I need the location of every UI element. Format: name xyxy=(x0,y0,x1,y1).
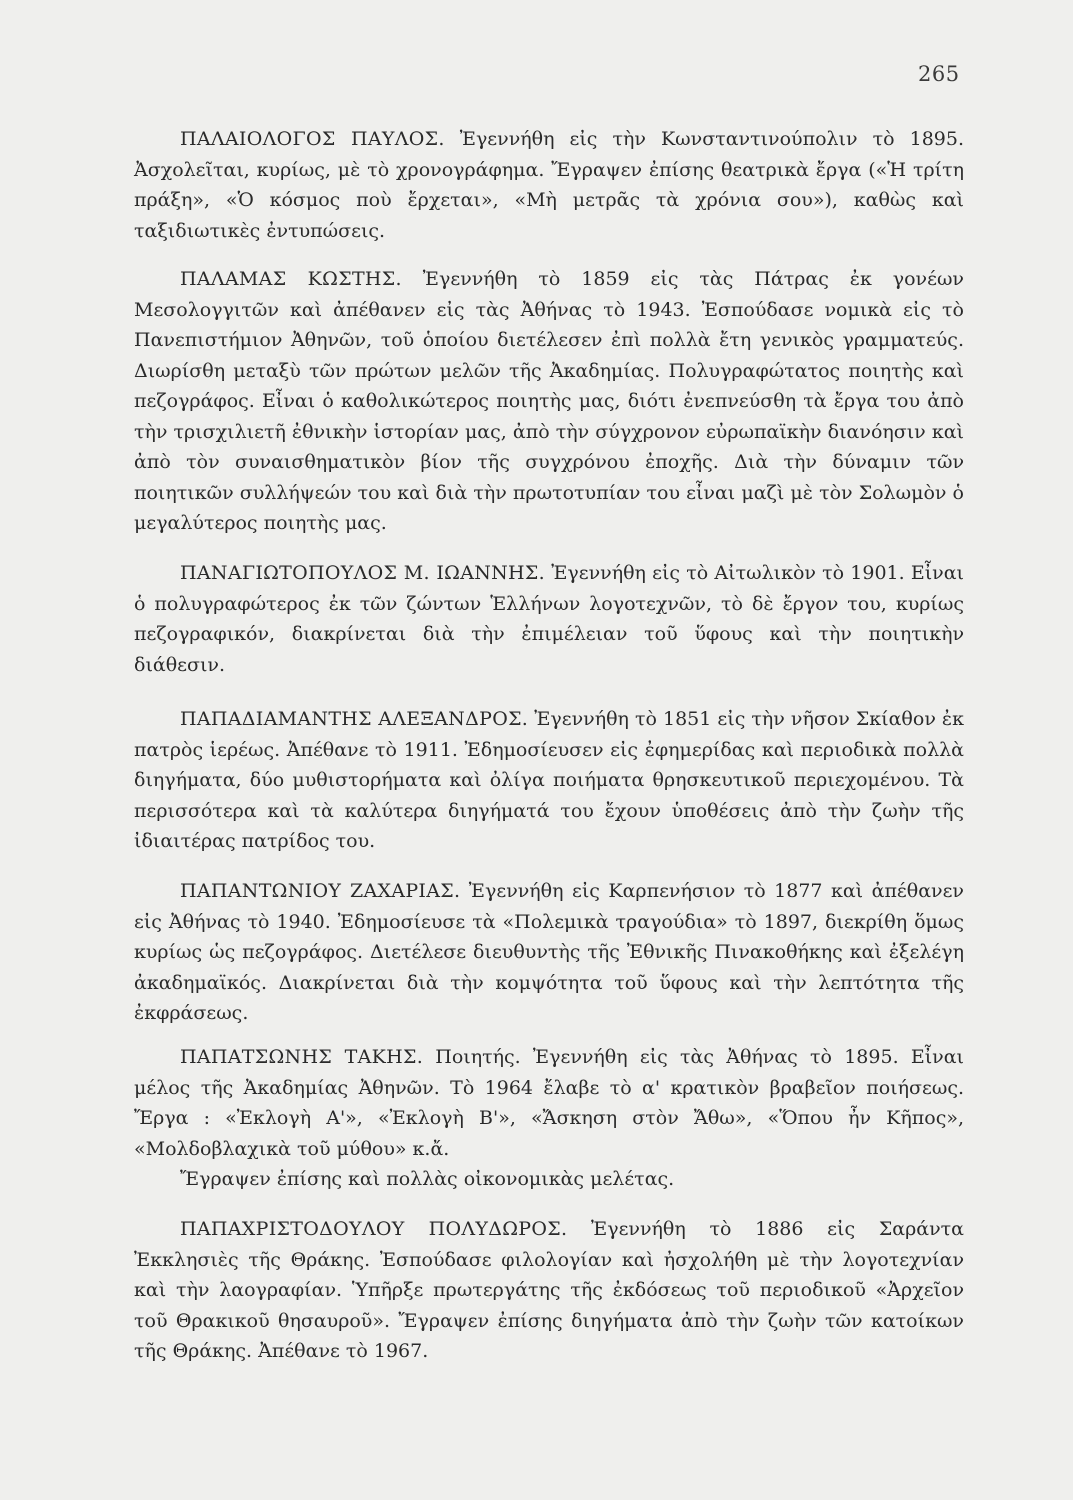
entry-panagiotopoulos xyxy=(134,558,964,680)
entry-paragraph xyxy=(134,704,964,857)
entry-papachristodoulou xyxy=(134,1214,964,1367)
entry-paragraph xyxy=(134,1214,964,1367)
entry-palaiologos xyxy=(134,124,964,246)
entry-paragraph xyxy=(134,124,964,246)
entry-name: ΠΑΠΑΔΙΑΜΑΝΤΗΣ ΑΛΕΞΑΝΔΡΟΣ. xyxy=(180,708,529,730)
entry-text: Ἐγεννήθη τὸ 1886 εἰς Σαράντα Ἐκκλησιὲς τῆς Θράκης. Ἐσπούδασε φιλολογίαν καὶ ἠσχολήθη μὲ τὴν λογοτεχνίαν καὶ τὴν λαογραφίαν. Ὑπῆρξε πρωτεργάτης τῆς ἐκδόσεως τοῦ περιοδικοῦ «Ἀρχεῖον τοῦ Θρακικοῦ θησαυροῦ». Ἔγραψεν ἐπίσης διηγήματα ἀπὸ τὴν ζωὴν τῶν κατοίκων τῆς Θράκης. Ἀπέθανε τὸ 1967. xyxy=(134,1218,964,1362)
entry-paragraph xyxy=(134,264,964,539)
entry-palamas xyxy=(134,264,964,539)
entry-name: ΠΑΠΑΧΡΙΣΤΟΔΟΥΛΟΥ ΠΟΛΥΔΩΡΟΣ. xyxy=(180,1218,568,1240)
entry-text: Ποιητής. Ἐγεννήθη εἰς τὰς Ἀθήνας τὸ 1895. Εἶναι μέλος τῆς Ἀκαδημίας Ἀθηνῶν. Τὸ 1964 ἔλαβε τὸ α' κρατικὸν βραβεῖον ποιήσεως. Ἔργα : «Ἐκλογὴ Α'», «Ἐκλογὴ Β'», «Ἄσκηση στὸν Ἄθω», «Ὅπου ἦν Κῆπος», «Μολδοβλαχικὰ τοῦ μύθου» κ.ἄ. xyxy=(134,1046,964,1160)
entry-papatsonis xyxy=(134,1042,964,1195)
entry-name: ΠΑΝΑΓΙΩΤΟΠΟΥΛΟΣ Μ. ΙΩΑΝΝΗΣ. xyxy=(180,562,546,584)
entry-text: Ἐγεννήθη εἰς τὴν Κωνσταντινούπολιν τὸ 1895. Ἀσχολεῖται, κυρίως, μὲ τὸ χρονογράφημα. Ἔγραψεν ἐπίσης θεατρικὰ ἔργα («Ἡ τρίτη πράξη», «Ὁ κόσμος ποὺ ἔρχεται», «Μὴ μετρᾶς τὰ χρόνια σου»), καθὼς καὶ ταξιδιωτικὲς ἐντυπώσεις. xyxy=(134,128,965,242)
entry-text: Ἐγεννήθη τὸ 1851 εἰς τὴν νῆσον Σκίαθον ἐκ πατρὸς ἱερέως. Ἀπέθανε τὸ 1911. Ἐδημοσίευσεν εἰς ἐφημερίδας καὶ περιοδικὰ πολλὰ διηγήματα, δύο μυθιστορήματα καὶ ὀλίγα ποιήματα θρησκευτικοῦ περιεχομένου. Τὰ περισσότερα καὶ τὰ καλύτερα διηγήματά του ἔχουν ὑποθέσεις ἀπὸ τὴν ζωὴν τῆς ἰδιαιτέρας πατρίδος του. xyxy=(134,708,964,852)
entry-name: ΠΑΠΑΤΣΩΝΗΣ ΤΑΚΗΣ. xyxy=(180,1046,424,1068)
page-number: 265 xyxy=(918,62,960,86)
entry-text: Ἐγεννήθη εἰς τὸ Αἰτωλικὸν τὸ 1901. Εἶναι ὁ πολυγραφώτερος ἐκ τῶν ζώντων Ἑλλήνων λογοτεχνῶν, τὸ δὲ ἔργον του, κυρίως πεζογραφικόν, διακρίνεται διὰ τὴν ἐπιμέλειαν τοῦ ὕφους καὶ τὴν ποιητικὴν διάθεσιν. xyxy=(134,562,965,676)
entry-name: ΠΑΠΑΝΤΩΝΙΟΥ ΖΑΧΑΡΙΑΣ. xyxy=(180,880,461,902)
entry-name: ΠΑΛΑΙΟΛΟΓΟΣ ΠΑΥΛΟΣ. xyxy=(180,128,445,150)
entry-text: Ἐγεννήθη εἰς Καρπενήσιον τὸ 1877 καὶ ἀπέθανεν εἰς Ἀθήνας τὸ 1940. Ἐδημοσίευσε τὰ «Πολεμικὰ τραγούδια» τὸ 1897, διεκρίθη ὅμως κυρίως ὡς πεζογράφος. Διετέλεσε διευθυντὴς τῆς Ἐθνικῆς Πινακοθήκης καὶ ἐξελέγη ἀκαδημαϊκός. Διακρίνεται διὰ τὴν κομψότητα τοῦ ὕφους καὶ τὴν λεπτότητα τῆς ἐκφράσεως. xyxy=(134,880,964,1024)
entry-paragraph xyxy=(134,558,964,680)
entry-extra-paragraph: Ἔγραψεν ἐπίσης καὶ πολλὰς οἰκονομικὰς μελέτας. xyxy=(180,1168,675,1190)
entry-text: Ἐγεννήθη τὸ 1859 εἰς τὰς Πάτρας ἐκ γονέων Μεσολογγιτῶν καὶ ἀπέθανεν εἰς τὰς Ἀθήνας τὸ 1943. Ἐσπούδασε νομικὰ εἰς τὸ Πανεπιστήμιον Ἀθηνῶν, τοῦ ὁποίου διετέλεσεν ἐπὶ πολλὰ ἔτη γενικὸς γραμματεύς. Διωρίσθη μεταξὺ τῶν πρώτων μελῶν τῆς Ἀκαδημίας. Πολυγραφώτατος ποιητὴς καὶ πεζογράφος. Εἶναι ὁ καθολικώτερος ποιητὴς μας, διότι ἐνεπνεύσθη τὰ ἔργα του ἀπὸ τὴν τρισχιλιετῆ ἐθνικὴν ἱστορίαν μας, ἀπὸ τὴν σύγχρονον εὐρωπαϊκὴν διανόησιν καὶ ἀπὸ τὸν συναισθηματικὸν βίον τῆς συγχρόνου ἐποχῆς. Διὰ τὴν δύναμιν τῶν ποιητικῶν συλλήψεών του καὶ διὰ τὴν πρωτοτυπίαν του εἶναι μαζὶ μὲ τὸν Σολωμὸν ὁ μεγαλύτερος ποιητὴς μας. xyxy=(134,268,964,534)
entry-paragraph xyxy=(134,876,964,1029)
entry-papadiamantis xyxy=(134,704,964,857)
entry-name: ΠΑΛΑΜΑΣ ΚΩΣΤΗΣ. xyxy=(180,268,402,290)
entry-paragraph xyxy=(134,1042,964,1164)
entry-papantoniou xyxy=(134,876,964,1029)
